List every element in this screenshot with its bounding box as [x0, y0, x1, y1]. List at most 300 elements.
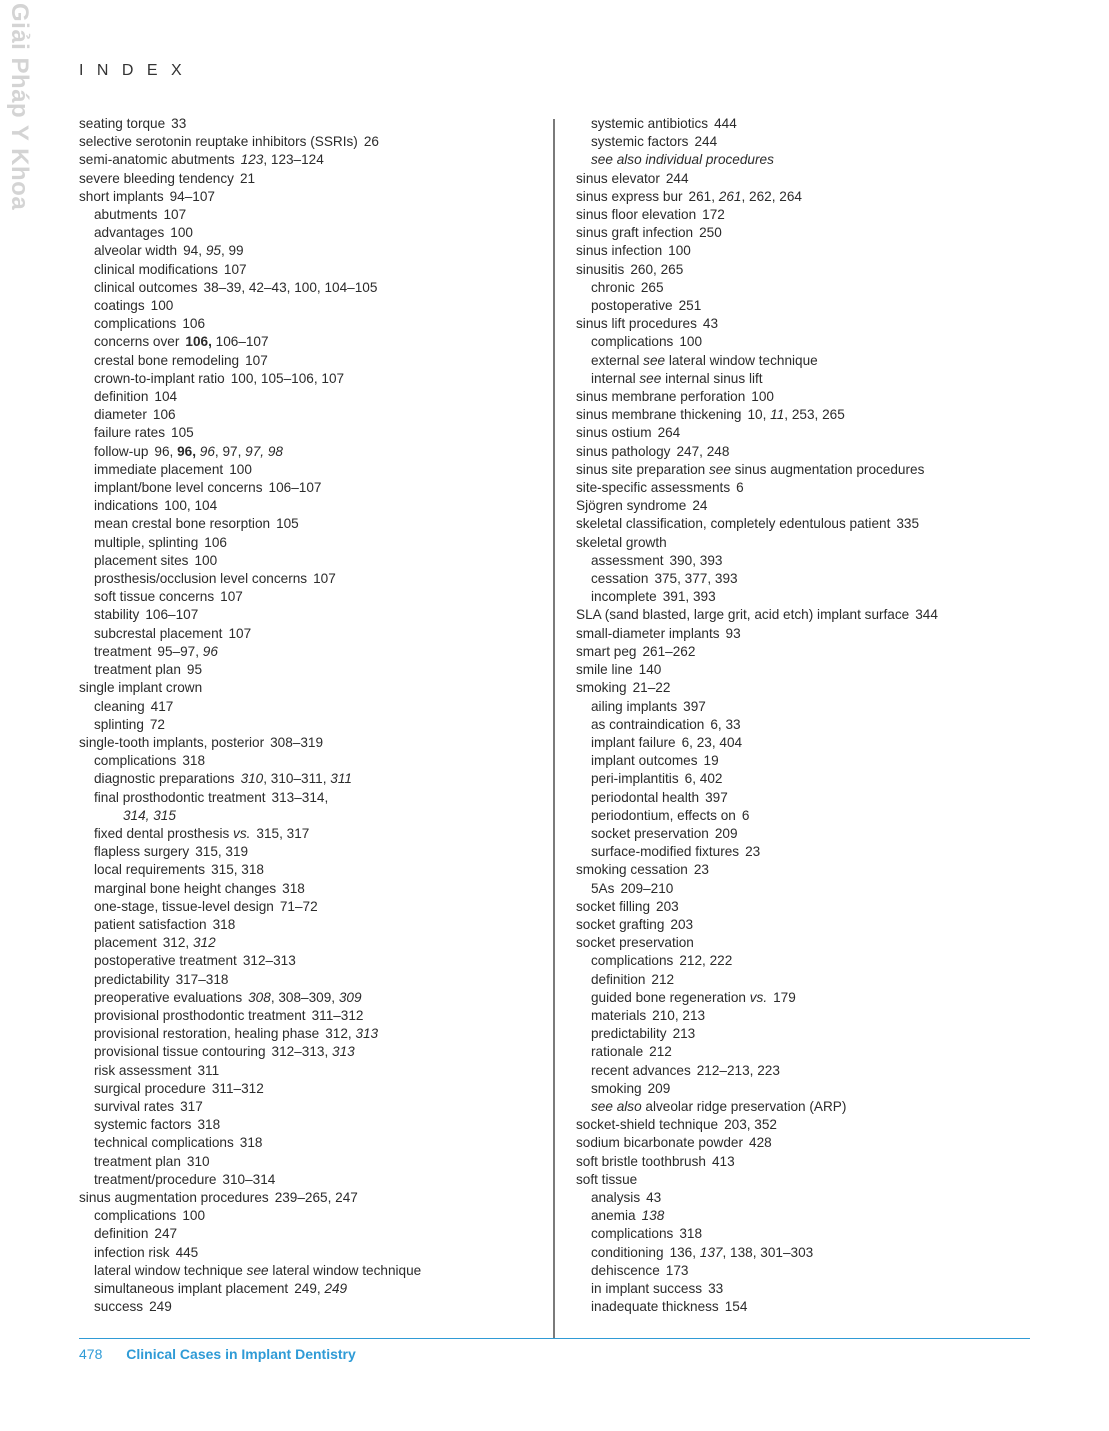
index-page-refs: 308–319: [270, 734, 324, 750]
index-subentry: [79, 770, 549, 788]
index-subentry: [576, 370, 1026, 388]
index-page-refs: 94–107: [169, 188, 215, 204]
index-term: sinus lift procedures: [576, 316, 697, 332]
index-subentry: [79, 1244, 549, 1262]
index-page-refs: 209: [714, 825, 738, 841]
index-page-refs: 239–265, 247: [274, 1189, 358, 1205]
index-page-refs: 107: [163, 207, 187, 223]
index-page-refs: 26: [363, 134, 379, 150]
index-page-refs: 249: [149, 1299, 172, 1315]
index-term: final prosthodontic treatment: [94, 789, 266, 805]
index-subentry: [79, 643, 549, 661]
index-page-refs: 140: [638, 662, 662, 678]
index-entry: [576, 443, 1026, 461]
index-page-refs: 311–312: [311, 1007, 364, 1023]
index-page-refs: 264: [657, 425, 681, 441]
index-subentry: [576, 789, 1026, 807]
index-entry: [576, 625, 1026, 643]
index-subentry: [576, 133, 1026, 151]
index-term: SLA (sand blasted, large grit, acid etch) implant surface: [576, 607, 910, 623]
index-subentry: [79, 1153, 549, 1171]
index-subentry: [79, 898, 549, 916]
index-page-refs: 317: [180, 1098, 203, 1114]
index-page-refs: 107: [313, 571, 336, 587]
index-term: stability: [94, 607, 140, 623]
index-term: conditioning: [591, 1244, 664, 1260]
index-term: predictability: [591, 1026, 667, 1042]
index-term: complications: [591, 1226, 674, 1242]
index-term: periodontium, effects on: [591, 807, 736, 823]
index-term: socket filling: [576, 898, 651, 914]
index-subentry: [576, 151, 1026, 169]
index-term: anemia: [591, 1208, 636, 1224]
index-page-refs: 213: [672, 1026, 696, 1042]
index-subentry: [576, 752, 1026, 770]
index-subentry: [576, 1062, 1026, 1080]
index-term: infection risk: [94, 1244, 170, 1260]
index-page-refs: 23: [693, 862, 709, 878]
index-page-refs: 375, 377, 393: [654, 571, 738, 587]
page-heading: I N D E X: [79, 62, 187, 79]
index-term: sinus graft infection: [576, 225, 694, 241]
index-subentry: [79, 242, 549, 260]
index-subentry: [79, 279, 549, 297]
index-term: ailing implants: [591, 698, 678, 714]
index-page-refs: 247, 248: [676, 443, 730, 459]
index-page-refs: 6, 402: [684, 771, 723, 787]
index-page-refs: 10, 11, 253, 265: [747, 407, 845, 423]
index-page-refs: 106: [152, 407, 176, 423]
index-page-refs: 244: [665, 170, 689, 186]
index-page-refs: 19: [703, 753, 719, 769]
index-entry: [576, 188, 1026, 206]
index-subentry: [79, 789, 549, 807]
index-subentry: [79, 315, 549, 333]
index-term: implant failure: [591, 734, 676, 750]
index-subentry: [576, 770, 1026, 788]
index-page-refs: 444: [714, 116, 737, 131]
index-entry: [576, 1171, 1026, 1189]
index-term: treatment: [94, 643, 152, 659]
index-page-refs: 212–213, 223: [696, 1062, 780, 1078]
index-subentry: [79, 1025, 549, 1043]
index-term: provisional prosthodontic treatment: [94, 1007, 306, 1023]
index-term: sinus ostium: [576, 425, 652, 441]
index-term: site-specific assessments: [576, 480, 731, 496]
index-subentry: [79, 479, 549, 497]
index-entry: [576, 497, 1026, 515]
index-term: implant/bone level concerns: [94, 480, 263, 496]
index-subentry: [79, 1098, 549, 1116]
index-term: preoperative evaluations: [94, 989, 243, 1005]
index-subentry: [79, 1062, 549, 1080]
index-page-refs: 100: [751, 389, 774, 405]
index-page-refs: 71–72: [279, 898, 318, 914]
index-page-refs: 106: [204, 534, 227, 550]
index-page-refs: 100, 104: [164, 498, 218, 514]
index-entry: [576, 679, 1026, 697]
index-entry: [576, 206, 1026, 224]
index-subentry: [576, 1207, 1026, 1225]
index-entry: [79, 115, 549, 133]
index-term: peri-implantitis: [591, 771, 679, 787]
index-term: smart peg: [576, 643, 637, 659]
index-entry: [79, 188, 549, 206]
index-page-refs: 312–313: [242, 953, 296, 969]
index-page-refs: 138: [641, 1208, 665, 1224]
index-page-refs: 94, 95, 99: [183, 243, 244, 259]
index-entry: [576, 406, 1026, 424]
index-term: systemic factors: [591, 134, 689, 150]
index-subentry: [79, 1080, 549, 1098]
index-term: systemic antibiotics: [591, 116, 709, 131]
index-subentry: [79, 352, 549, 370]
index-term: follow-up: [94, 443, 149, 459]
index-subentry: [79, 698, 549, 716]
index-page-refs: 172: [702, 207, 725, 223]
index-page-refs: 397: [683, 698, 706, 714]
index-subentry: [79, 461, 549, 479]
index-page-refs: 212: [649, 1044, 672, 1060]
index-subentry: [576, 1244, 1026, 1262]
index-page-refs: 413: [711, 1153, 735, 1169]
index-term: socket preservation: [576, 935, 694, 951]
index-page-refs: 6, 33: [710, 716, 741, 732]
index-page-refs: 203, 352: [724, 1117, 777, 1133]
index-term: clinical modifications: [94, 261, 218, 277]
index-subentry: [79, 934, 549, 952]
index-subentry: [79, 534, 549, 552]
index-page-refs: 154: [724, 1299, 748, 1315]
index-term: small-diameter implants: [576, 625, 720, 641]
index-entry: [576, 643, 1026, 661]
index-term: recent advances: [591, 1062, 691, 1078]
index-subentry: [79, 606, 549, 624]
index-entry: [79, 133, 549, 151]
index-entry: [79, 1189, 549, 1207]
index-page-refs: 6: [736, 480, 744, 496]
index-page-refs: 107: [220, 589, 243, 605]
index-page-refs: 6, 23, 404: [681, 734, 743, 750]
index-subentry: [79, 661, 549, 679]
index-page-refs: 249, 249: [294, 1281, 348, 1296]
index-term: in implant success: [591, 1281, 703, 1296]
index-page-refs: 251: [678, 298, 702, 314]
index-term: complications: [94, 753, 177, 769]
index-subentry: [79, 570, 549, 588]
index-subentry: [79, 1043, 549, 1061]
index-page-refs: 344: [915, 607, 938, 623]
index-term: short implants: [79, 188, 164, 204]
index-term: soft tissue concerns: [94, 589, 215, 605]
index-entry: [576, 534, 1026, 552]
index-page-refs: 95: [186, 662, 203, 678]
index-subentry: [79, 370, 549, 388]
index-subentry: [576, 1007, 1026, 1025]
index-term: sinus site preparation see sinus augmentation procedures: [576, 461, 925, 477]
index-term: clinical outcomes: [94, 279, 198, 295]
index-term: immediate placement: [94, 461, 224, 477]
index-term: 5As: [591, 880, 615, 896]
index-term: smoking: [576, 680, 627, 696]
index-entry: [576, 1116, 1026, 1134]
index-page-refs: 247: [154, 1226, 178, 1242]
index-subentry: [79, 1007, 549, 1025]
index-page-refs: 311: [197, 1062, 220, 1078]
index-term: definition: [591, 971, 646, 987]
index-page-refs: 23: [745, 844, 761, 860]
index-subentry: [576, 333, 1026, 351]
index-term: socket preservation: [591, 825, 709, 841]
index-page-refs: 318: [197, 1117, 221, 1133]
watermark-text: Giải Pháp Y Khoa: [6, 3, 33, 211]
index-term: sinus membrane perforation: [576, 389, 746, 405]
index-page-refs: 312–313, 313: [271, 1044, 355, 1060]
index-subentry: [79, 261, 549, 279]
index-subentry: [79, 1225, 549, 1243]
index-term: systemic factors: [94, 1117, 192, 1133]
index-term: socket-shield technique: [576, 1117, 719, 1133]
index-term: sinus express bur: [576, 188, 683, 204]
index-subentry: [576, 1298, 1026, 1316]
index-page-refs: 21: [239, 170, 256, 186]
index-entry: [576, 224, 1026, 242]
index-subentry: [79, 989, 549, 1007]
index-subentry: [79, 916, 549, 934]
index-page-refs: 6: [741, 807, 750, 823]
index-entry: [576, 424, 1026, 442]
index-term: complications: [591, 334, 674, 350]
index-term: prosthesis/occlusion level concerns: [94, 571, 308, 587]
index-entry: [576, 261, 1026, 279]
index-subentry: [576, 1098, 1026, 1116]
index-page-refs: 317–318: [175, 971, 229, 987]
footer-rule: [79, 1338, 1030, 1339]
index-term: treatment plan: [94, 1153, 181, 1169]
index-page-refs: 100: [668, 243, 691, 259]
index-term: inadequate thickness: [591, 1299, 719, 1315]
index-page-refs: 209: [647, 1080, 671, 1096]
index-page-refs: 100: [182, 1208, 206, 1224]
index-term: postoperative treatment: [94, 953, 237, 969]
index-page-refs: 72: [149, 716, 165, 732]
index-subentry: [576, 1262, 1026, 1280]
index-term: skeletal classification, completely edentulous patient: [576, 516, 891, 532]
index-page-refs: 100: [170, 225, 193, 241]
index-term: see also alveolar ridge preservation (ARP): [591, 1098, 847, 1114]
index-page-refs: 335: [896, 516, 920, 532]
index-entry: [576, 242, 1026, 260]
index-subentry: [576, 971, 1026, 989]
index-subentry: [79, 224, 549, 242]
index-term: soft tissue: [576, 1171, 638, 1187]
index-page-refs: 106, 106–107: [185, 334, 269, 350]
index-page-refs: 100: [150, 298, 174, 314]
index-entry: [576, 861, 1026, 879]
index-subentry: [79, 497, 549, 515]
index-page-refs: 390, 393: [669, 552, 723, 568]
index-entry: [576, 934, 1026, 952]
index-subentry: [576, 1225, 1026, 1243]
index-term: smoking cessation: [576, 862, 688, 878]
index-subentry: [79, 952, 549, 970]
index-subentry: [576, 952, 1026, 970]
index-term: postoperative: [591, 298, 673, 314]
index-entry: [576, 315, 1026, 333]
index-term: chronic: [591, 279, 635, 295]
index-page-refs: 203: [670, 916, 694, 932]
index-term: soft bristle toothbrush: [576, 1153, 706, 1169]
index-page-refs: 250: [699, 225, 722, 241]
index-subentry: [79, 625, 549, 643]
index-term: sodium bicarbonate powder: [576, 1135, 744, 1151]
index-page-refs: 106–107: [268, 480, 322, 496]
index-subentry: [576, 716, 1026, 734]
index-term: crestal bone remodeling: [94, 352, 240, 368]
index-subentry: [576, 297, 1026, 315]
index-entry: [576, 170, 1026, 188]
index-term: technical complications: [94, 1135, 234, 1151]
index-subentry: [79, 515, 549, 533]
index-term: semi-anatomic abutments: [79, 152, 235, 168]
index-page-refs: 315, 319: [195, 844, 249, 860]
index-page-refs: 105: [171, 425, 194, 441]
index-term: sinus membrane thickening: [576, 407, 742, 423]
index-page-refs: 43: [702, 316, 719, 332]
index-subentry: [576, 1080, 1026, 1098]
index-page-refs: 106–107: [145, 607, 199, 623]
page-footer: [79, 1346, 356, 1362]
index-page-refs: 43: [646, 1189, 662, 1205]
index-page-refs: 310: [186, 1153, 210, 1169]
index-entry: [576, 388, 1026, 406]
index-subentry: [576, 734, 1026, 752]
index-page-refs: 261, 261, 262, 264: [688, 188, 802, 204]
index-entry: [576, 606, 1026, 624]
index-term: marginal bone height changes: [94, 880, 277, 896]
index-term: as contraindication: [591, 716, 705, 732]
index-term: lateral window technique see lateral window technique: [94, 1262, 422, 1278]
index-subentry: [79, 861, 549, 879]
index-term: provisional tissue contouring: [94, 1044, 266, 1060]
index-page-refs: 313–314,: [271, 789, 329, 805]
index-entry: [79, 734, 549, 752]
index-term: sinus floor elevation: [576, 207, 697, 223]
index-term: flapless surgery: [94, 844, 190, 860]
index-term: concerns over: [94, 334, 180, 350]
index-page-refs: 212, 222: [679, 953, 733, 969]
index-term: coatings: [94, 298, 145, 314]
index-page-refs: 93: [725, 625, 741, 641]
index-term: patient satisfaction: [94, 916, 207, 932]
index-page-refs: 315, 318: [211, 862, 264, 878]
index-page-refs: 261–262: [642, 643, 696, 659]
index-term: diameter: [94, 407, 147, 423]
index-subentry: [79, 880, 549, 898]
index-subentry: [79, 297, 549, 315]
index-page-refs: 312, 313: [325, 1026, 379, 1042]
index-term: see also individual procedures: [591, 152, 774, 168]
index-subentry: [79, 206, 549, 224]
index-subentry: [79, 1171, 549, 1189]
index-term: placement: [94, 935, 157, 951]
index-term: cessation: [591, 571, 649, 587]
index-term: socket grafting: [576, 916, 665, 932]
index-subentry: [79, 971, 549, 989]
index-subentry: [576, 1025, 1026, 1043]
index-entry: [576, 898, 1026, 916]
index-term: analysis: [591, 1189, 641, 1205]
index-term: definition: [94, 389, 149, 405]
index-term: dehiscence: [591, 1262, 660, 1278]
index-subentry: [576, 279, 1026, 297]
index-entry: [576, 1134, 1026, 1152]
index-page-refs: 312, 312: [162, 935, 216, 951]
index-term: skeletal growth: [576, 534, 667, 550]
index-page-refs: 310, 310–311, 311: [240, 771, 352, 787]
index-page-refs: 311–312: [211, 1080, 264, 1096]
index-term: implant outcomes: [591, 753, 698, 769]
index-page-refs: 179: [773, 989, 796, 1005]
index-page-refs: 417: [150, 698, 174, 714]
index-term: cleaning: [94, 698, 145, 714]
index-subentry: [79, 333, 549, 351]
index-page-refs: 100: [194, 552, 218, 568]
index-page-refs: 260, 265: [630, 261, 684, 277]
index-term: alveolar width: [94, 243, 178, 259]
index-entry: [576, 661, 1026, 679]
index-page-refs: 203: [656, 898, 679, 914]
index-entry: [576, 479, 1026, 497]
index-subentry: [576, 843, 1026, 861]
index-subentry: [79, 552, 549, 570]
index-term: external see lateral window technique: [591, 352, 818, 368]
index-term: risk assessment: [94, 1062, 192, 1078]
index-term: complications: [591, 953, 674, 969]
index-entry: [79, 151, 549, 169]
index-term: smoking: [591, 1080, 642, 1096]
index-page-refs: 24: [692, 498, 708, 514]
index-subentry: [79, 843, 549, 861]
index-page-refs: 104: [154, 389, 178, 405]
index-term: splinting: [94, 716, 144, 732]
index-page-refs: 210, 213: [652, 1007, 706, 1023]
index-term: single-tooth implants, posterior: [79, 734, 265, 750]
index-term: sinus infection: [576, 243, 663, 259]
index-entry: [79, 170, 549, 188]
index-term: sinus augmentation procedures: [79, 1189, 269, 1205]
column-divider: [553, 119, 555, 1338]
index-subentry: [79, 1262, 549, 1280]
index-term: crown-to-implant ratio: [94, 370, 225, 386]
index-term: rationale: [591, 1044, 644, 1060]
index-term: sinusitis: [576, 261, 625, 277]
index-subentry: [79, 1280, 549, 1298]
index-subentry: [79, 807, 549, 825]
index-entry: [576, 461, 1026, 479]
index-subentry: [79, 388, 549, 406]
index-subentry: [79, 1298, 549, 1316]
index-term: indications: [94, 498, 159, 514]
index-page-refs: 21–22: [632, 680, 671, 696]
index-subentry: [576, 989, 1026, 1007]
index-term: single implant crown: [79, 680, 203, 696]
index-term: seating torque: [79, 116, 166, 131]
index-subentry: [79, 424, 549, 442]
index-page-refs: 314, 315: [123, 807, 176, 823]
index-term: survival rates: [94, 1098, 175, 1114]
index-subentry: [576, 588, 1026, 606]
